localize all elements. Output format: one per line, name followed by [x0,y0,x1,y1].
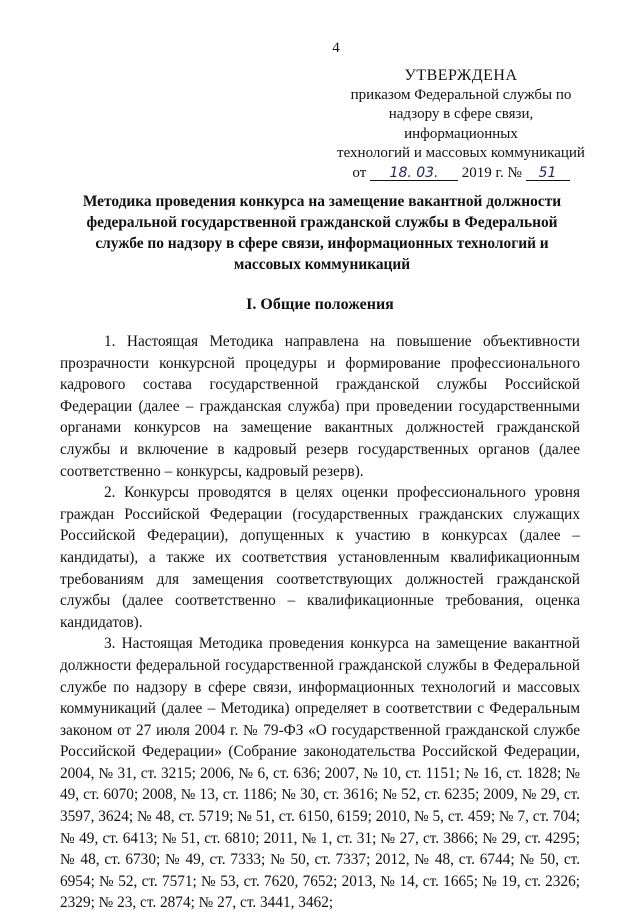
approval-block [330,66,592,183]
document-title: Методика проведения конкурса на замещение вакантной должности федеральной государственной гражданской службы в Федеральной службе по надзору в сфере связи, информационных технологий и массовых коммуникаций [82,193,562,273]
approval-date-line [330,164,592,184]
paragraph-3: 3. Настоящая Методика проведения конкурса на замещение вакантной должности федеральной государственной гражданской службы в Федеральной службе по надзору в сфере связи, информационных технологий и массовых коммуникаций (далее – Методика) определяет в соответствии с Федеральным законом от 27 июля 2004 г. № 79-ФЗ «О государственной гражданской службе Российской Федерации» (Собрание законодательства Российской Федерации, 2004, № 31, ст. 3215; 2006, № 6, ст. 636; 2007, № 10, ст. 1151; № 16, ст. 1828; № 49, ст. 6070; 2008, № 13, ст. 1186; № 30, ст. 3616; № 52, ст. 6235; 2009, № 29, ст. 3597, 3624; № 48, ст. 5719; № 51, ст. 6150, 6159; 2010, № 5, ст. 459; № 7, ст. 704; № 49, ст. 6413; № 51, ст. 6810; 2011, № 1, ст. 31; № 27, ст. 3866; № 29, ст. 4295; № 48, ст. 6730; № 49, ст. 7333; № 50, ст. 7337; 2012, № 48, ст. 6744; № 50, ст. 6954; № 52, ст. 7571; № 53, ст. 7620, 7652; 2013, № 14, ст. 1665; № 19, ст. 2326; 2329; № 23, ст. 2874; № 27, ст. 3441, 3462; [60,635,580,912]
from-prefix: от [352,164,367,181]
handwritten-order-number: 51 [526,166,570,181]
year-and-number-label: 2019 г. № [461,164,522,181]
approval-line-2: надзору в сфере связи, информационных [388,106,534,142]
paragraph-2: 2. Конкурсы проводятся в целях оценки профессионального уровня граждан Российской Федерации (государственных гражданских служащих Российской Федерации), допущенных к участию в конкурсах (далее – кандидаты), а также их соответствия установленным квалификационным требованиям для замещения соответствующих должностей гражданской службы (далее соответственно – квалификационные требования, оценка кандидатов). [60,484,580,631]
section-heading: I. Общие положения [246,296,394,313]
approval-heading: УТВЕРЖДЕНА [404,67,518,84]
approval-line-1: приказом Федеральной службы по [350,86,572,103]
paragraph-1: 1. Настоящая Методика направлена на повышение объективности прозрачности конкурсной процедуры и формирование профессионального кадрового состава государственной гражданской службы Российской Федерации (далее – гражданская служба) при проведении государственными органами конкурсов на замещение вакантных должностей гражданской службы и включение в кадровый резерв государственных органов (далее соответственно – конкурсы, кадровый резерв). [60,333,580,480]
page-number: 4 [332,40,340,56]
document-body [60,331,580,914]
handwritten-date: 18. 03. [370,166,458,181]
approval-line-3: технологий и массовых коммуникаций [337,145,585,161]
